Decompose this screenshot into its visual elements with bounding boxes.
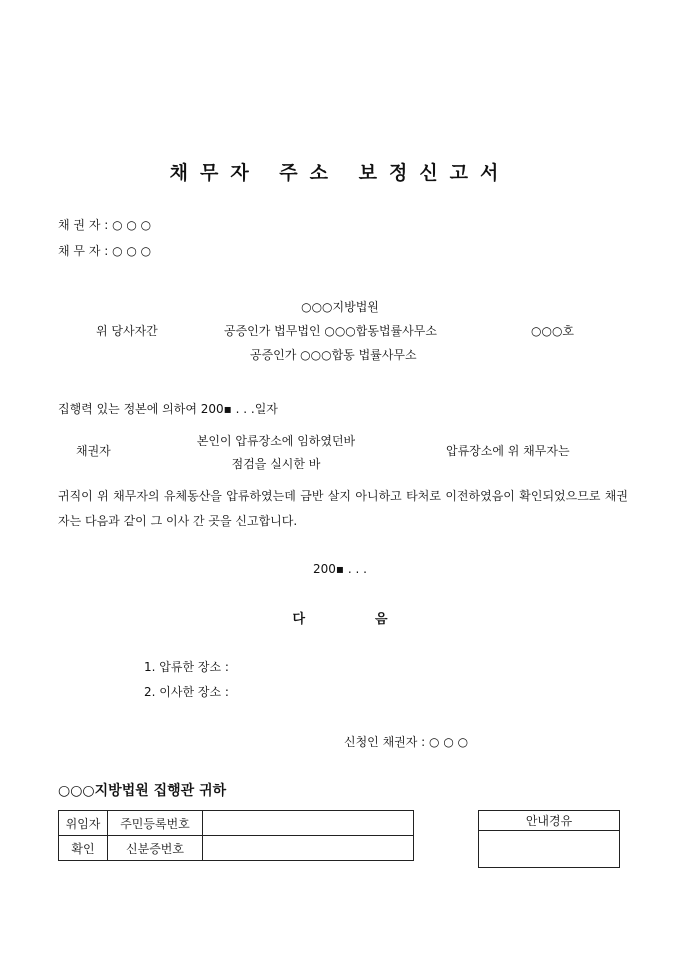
case-number: ○○○호 xyxy=(531,324,575,338)
main-paragraph: 귀직이 위 채무자의 유체동산을 압류하였는데 금반 살지 아니하고 타처로 이전하였음이 확인되었으므로 채권자는 다음과 같이 그 이사 간 곳을 신고합니다. xyxy=(58,489,628,528)
execution-line: 집행력 있는 정본에 의하여 200▪ . . .일자 xyxy=(58,402,278,416)
middle-center-2: 점검을 실시한 바 xyxy=(231,457,321,471)
applicant-line: 신청인 채권자 : ○ ○ ○ xyxy=(344,735,469,749)
addressee: ○○○지방법원 집행관 귀하 xyxy=(58,783,227,799)
notice-header: 안내경유 xyxy=(479,811,620,831)
debtor-line: 채 무 자 : ○ ○ ○ xyxy=(58,244,152,258)
middle-center-1: 본인이 압류장소에 임하였던바 xyxy=(196,434,356,448)
item-seized-place: 1. 압류한 장소 : xyxy=(144,660,229,674)
notice-field[interactable] xyxy=(479,831,620,868)
middle-left: 채권자 xyxy=(76,444,111,458)
id-number-label: 신분증번호 xyxy=(108,836,203,861)
id-number-field[interactable] xyxy=(203,836,414,861)
court-name: ○○○지방법원 xyxy=(301,300,379,314)
document-date: 200▪ . . . xyxy=(313,562,367,576)
resident-number-label: 주민등록번호 xyxy=(108,811,203,836)
document-title: 채무자 주소 보정신고서 xyxy=(169,162,511,184)
verification-table xyxy=(58,810,414,861)
heading-left: 다 xyxy=(292,612,305,627)
group-label-1: 위임자 xyxy=(59,811,108,836)
notice-table xyxy=(478,810,620,868)
middle-right: 압류장소에 위 채무자는 xyxy=(446,444,570,458)
heading-right: 음 xyxy=(375,612,388,627)
notary-office: 공증인가 법무법인 ○○○합동법률사무소 xyxy=(224,324,437,338)
group-label-2: 확인 xyxy=(59,836,108,861)
parties-label: 위 당사자간 xyxy=(96,324,158,338)
section-heading xyxy=(0,608,680,627)
item-moved-place: 2. 이사한 장소 : xyxy=(144,685,229,699)
resident-number-field[interactable] xyxy=(203,811,414,836)
notary-office-2: 공증인가 ○○○합동 법률사무소 xyxy=(250,348,417,362)
creditor-line: 채 권 자 : ○ ○ ○ xyxy=(58,218,152,232)
